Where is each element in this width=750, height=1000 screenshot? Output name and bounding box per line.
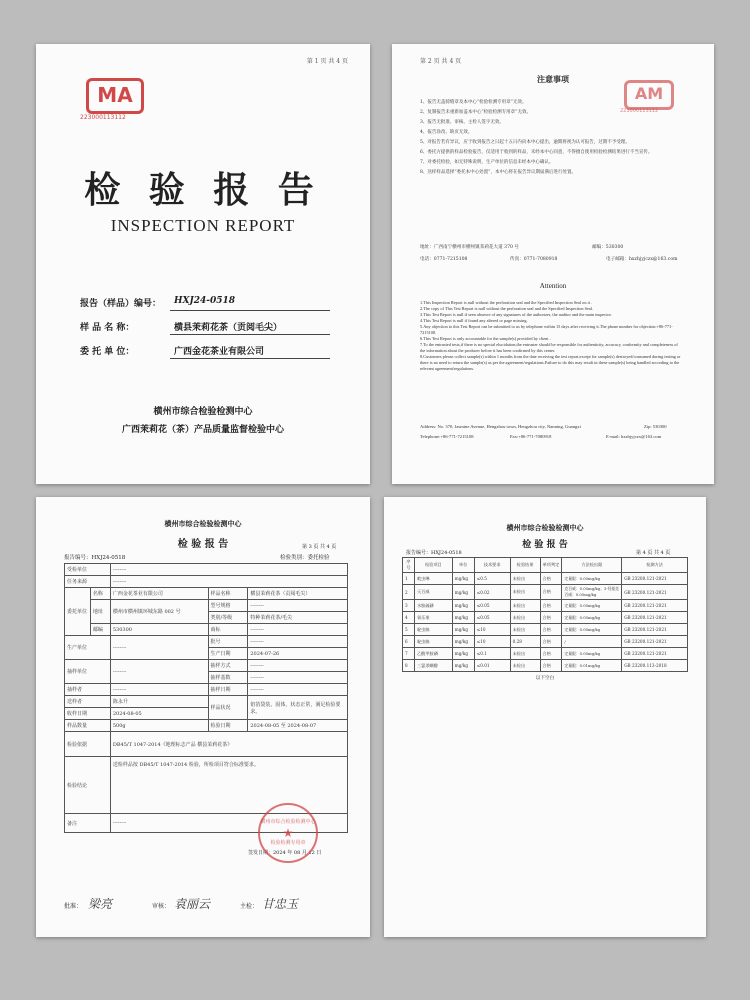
tel-en: Telephone:+86-771-7215108 <box>420 434 474 439</box>
notice-list <box>420 98 682 178</box>
page-title: 检 验 报 告 <box>177 539 229 550</box>
table-cell: 未检出 <box>510 600 540 612</box>
table-cell: 未检出 <box>510 585 540 600</box>
table-cell: 未检出 <box>510 612 540 624</box>
header-org: 横州市综合检验检测中心 <box>164 519 242 528</box>
table-cell: 定量限：0.05mg/kg <box>562 624 622 636</box>
report-no-value: HXJ24-0518 <box>174 296 236 306</box>
table-row: 受检单位 -------- <box>65 564 348 576</box>
seal-number: 223000113112 <box>80 114 126 121</box>
table-cell: 3 <box>403 600 415 612</box>
notice-title: 注意事项 <box>537 74 569 84</box>
sign-date: 签发日期：2024 年 08 月 12 日 <box>248 850 322 856</box>
table-cell: GB 23200.121-2021 <box>622 585 688 600</box>
table-cell: ≤0.5 <box>474 573 510 585</box>
sample-name-label: 样 品 名 称： <box>80 323 135 333</box>
table-cell: 定量限：0.05mg/kg <box>562 573 622 585</box>
fax-en: Fax:+86-771-7080918 <box>510 434 552 439</box>
table-row: 样品数量 500g 检验日期 2024-08-05 至 2024-08-07 <box>65 720 348 732</box>
table-cell: 1 <box>403 573 415 585</box>
table-cell: 0.28 <box>510 636 540 648</box>
zip-en: Zip: 530300 <box>644 424 667 429</box>
column-header: 检测方法 <box>622 558 688 573</box>
entrust-unit-value: 广西金花茶业有限公司 <box>174 347 265 357</box>
table-row: 邮编 530300 商标 -------- <box>65 624 348 636</box>
table-cell: GB 23200.121-2021 <box>622 636 688 648</box>
notice-item: 3、报告无批准、审核、主检人签字无效。 <box>420 120 504 125</box>
column-header: 单项判定 <box>540 558 562 573</box>
report-no-label: 报告（样品）编号： <box>80 299 162 309</box>
attention-item: 1.This Inspection Report is null without the perforation seal and the Specified Inspection Seal on it . <box>420 300 593 305</box>
fax-cn: 传真：0771-7080918 <box>510 257 558 262</box>
table-cell: 合格 <box>540 648 562 660</box>
email-cn: 电子邮箱：hxzhjyjczx@163.com <box>606 257 678 262</box>
sample-name-value: 横县茉莉花茶（贡阅毛尖） <box>174 323 283 333</box>
table-cell: mg/kg <box>452 624 474 636</box>
issuer-org-2: 广西茉莉花（茶）产品质量监督检验中心 <box>121 425 284 435</box>
attention-item: 5.Any objection to this Test Report can be submitted to us by telephone within 15 days after receiving it.The phone number for objection:+86-771-7215108. <box>420 324 673 335</box>
table-row: 抽样基数 -------- <box>65 672 348 684</box>
table-row: 委托单位 名称 广西金花茶业有限公司 样品名称 横县茉莉花茶（贡阅毛尖） <box>65 588 348 600</box>
table-cell: GB 23200.121-2021 <box>622 573 688 585</box>
table-cell: 合格 <box>540 624 562 636</box>
header-org: 横州市综合检验检测中心 <box>506 523 584 532</box>
table-cell: ≤10 <box>474 636 510 648</box>
report-cover-page <box>36 44 370 484</box>
table-cell: 乙酰甲胺磷 <box>414 648 452 660</box>
table-cell: 8 <box>403 660 415 672</box>
table-cell: mg/kg <box>452 648 474 660</box>
column-header: 检验结果 <box>510 558 540 573</box>
attention-item: 6.This Test Report is only accountable for the sample(s) provided by client . <box>420 336 551 341</box>
attention-item: 3.This Test Report is null if seen absence of any signatures of the authorizer, the auditor and the main inspector. <box>420 312 612 317</box>
table-cell: ≤0.1 <box>474 648 510 660</box>
page-title: 检 验 报 告 <box>522 540 568 550</box>
entrust-unit-label: 委 托 单 位： <box>80 347 135 357</box>
results-page <box>384 497 706 937</box>
column-header: 技术要求 <box>474 558 510 573</box>
table-row: 备注 -------- <box>65 814 348 833</box>
table-cell: ≤0.05 <box>474 612 510 624</box>
notice-item: 5、对报告若有异议，应于收到报告之日起十五日内向本中心提出，逾期将视为认可报告，过期不予受理。 <box>420 140 630 145</box>
table-cell: 未检出 <box>510 648 540 660</box>
seal-number: 223000113112 <box>620 108 659 114</box>
table-cell: 定量限：0.01mg/kg <box>562 660 622 672</box>
table-cell: 水胺硫磷 <box>414 600 452 612</box>
column-header: 单位 <box>452 558 474 573</box>
table-row: 类别/等级 特种茉莉花茶/毛尖 <box>65 612 348 624</box>
tel-cn: 电话：0771-7215108 <box>420 257 468 262</box>
results-body <box>403 573 688 672</box>
notice-item: 8、送样样品选择“委托本中心处置”，本中心将在报告异议期届满后进行处置。 <box>420 170 576 175</box>
table-cell: 定量限：0.05mg/kg <box>562 612 622 624</box>
main-inspector-label: 主检： <box>240 903 259 910</box>
table-cell: GB 23200.121-2021 <box>622 612 688 624</box>
table-cell: 5 <box>403 624 415 636</box>
table-cell: 定量限：0.05mg/kg <box>562 600 622 612</box>
table-cell: ≤0.05 <box>474 600 510 612</box>
issuer-org-1: 横州市综合检验检测中心 <box>153 407 253 417</box>
report-detail-page <box>36 497 370 937</box>
table-cell: 吡虫啉 <box>414 573 452 585</box>
zip-cn: 邮编：530300 <box>592 245 624 250</box>
page-number: 第 3 页 共 4 页 <box>302 544 337 550</box>
table-cell: 合格 <box>540 600 562 612</box>
table-cell: GB 23200.121-2021 <box>622 600 688 612</box>
notice-item: 6、委托方提供的样品检验报告，仅适用于收到的样品，未经本中心同意，不得擅自使用检验检测结果进行不当宣传。 <box>420 150 653 155</box>
page-number: 第 4 页 共 4 页 <box>636 550 671 556</box>
column-header: 检验项目 <box>414 558 452 573</box>
table-cell: ≤0.01 <box>474 660 510 672</box>
table-row <box>403 573 688 585</box>
cma-seal: AM <box>624 80 674 110</box>
table-cell: 4 <box>403 612 415 624</box>
official-stamp: 横州市综合检验检测中心 ★ 检验检测专用章 <box>258 803 318 863</box>
table-row: 生产日期 2024-07-26 <box>65 648 348 660</box>
page-number: 第 2 页 共 4 页 <box>420 58 462 65</box>
review-label: 审核： <box>152 903 171 910</box>
table-cell: mg/kg <box>452 660 474 672</box>
approver-signature: 梁亮 <box>88 897 113 911</box>
attention-list <box>420 300 682 372</box>
table-row: 任务来源 -------- <box>65 576 348 588</box>
table-row <box>403 624 688 636</box>
address-en: Address: No. 370, Jasmine Avenue, Hengzhou town, Hengzhou city, Nanning, Guangxi <box>420 424 581 429</box>
notice-item: 4、报告涂改、缺页无效。 <box>420 130 473 135</box>
table-cell: mg/kg <box>452 573 474 585</box>
notice-item: 2、复制报告未重新加盖本中心“检验检测专用章”无效。 <box>420 110 531 115</box>
table-cell: 灭百威 <box>414 585 452 600</box>
table-row <box>403 660 688 672</box>
attention-item: 8.Customers please collect sample(s) within 1 months from the date receiving the test report,except for sample(s) destroyed/consumed during testing or there is no need to return the sample(s) as per the agreement/regulations.Failure to do this may result in these sample(s) being handled according to the relevant agreement/regulations. <box>420 354 681 371</box>
underline <box>170 310 330 311</box>
table-row: 收样日期 2024-08-05 <box>65 708 348 720</box>
approve-label: 批准： <box>64 903 83 910</box>
table-header-row <box>403 558 688 573</box>
table-row <box>403 600 688 612</box>
results-table <box>402 557 688 672</box>
table-cell: 克百威：0.05mg/kg；3-羟基克百威：0.05mg/kg <box>562 585 622 600</box>
cma-seal: MA <box>86 78 144 114</box>
table-cell: GB 23200.121-2021 <box>622 648 688 660</box>
table-cell: 合格 <box>540 660 562 672</box>
table-cell: 未检出 <box>510 660 540 672</box>
table-row: 检验依据 DB45/T 1047-2014《地理标志产品 横县茉莉花茶》 <box>65 732 348 757</box>
attention-item: 7.To the entrusted tests,if there is no special elucidation,the entruster should be responsible for authenticity, accuracy, conformity and completeness of the information about the producer before it has been confirmed by this center. <box>420 342 678 353</box>
report-number: 报告编号：HXJ24-0518 <box>64 555 126 561</box>
column-header: 方法检出限 <box>562 558 622 573</box>
attention-title: Attention <box>539 282 567 290</box>
table-cell: 2 <box>403 585 415 600</box>
table-cell: 合格 <box>540 636 562 648</box>
table-row <box>403 648 688 660</box>
report-title-cn: 检 验 报 告 <box>84 170 322 211</box>
table-cell: 合格 <box>540 612 562 624</box>
table-cell: 合格 <box>540 585 562 600</box>
table-row <box>403 585 688 600</box>
table-row: 抽样单位 -------- 抽样方式 -------- <box>65 660 348 672</box>
main-inspector-signature: 甘忠玉 <box>262 897 299 911</box>
table-cell: 未检出 <box>510 624 540 636</box>
table-cell: 未检出 <box>510 573 540 585</box>
report-number: 报告编号：HXJ24-0518 <box>406 550 462 556</box>
table-cell: mg/kg <box>452 636 474 648</box>
notice-page <box>392 44 714 484</box>
attention-item: 4.This Test Report is null if found any altered or page missing. <box>420 318 528 323</box>
table-cell: GB 23200.121-2021 <box>622 624 688 636</box>
table-cell: 啶虫脒 <box>414 636 452 648</box>
table-cell: mg/kg <box>452 612 474 624</box>
table-cell: 合格 <box>540 573 562 585</box>
table-row: 地址 横州市横州镇环城东路 002 号 型号规格 -------- <box>65 600 348 612</box>
table-cell: 定量限：0.05mg/kg <box>562 648 622 660</box>
reviewer-signature: 袁丽云 <box>174 897 211 911</box>
table-cell: 氧乐果 <box>414 612 452 624</box>
table-row <box>403 636 688 648</box>
table-cell: GB 23200.113-2018 <box>622 660 688 672</box>
report-title-en: INSPECTION REPORT <box>110 216 296 235</box>
table-row: 生产单位 -------- 批号 -------- <box>65 636 348 648</box>
email-en: E-mail: hxzhjyjczx@163.com <box>606 434 662 439</box>
page-number: 第 1 页 共 4 页 <box>306 58 348 65</box>
table-cell: ≤10 <box>474 624 510 636</box>
underline <box>170 334 330 335</box>
notice-item: 1、报告无盖骑缝章及本中心“检验检测专用章”无效。 <box>420 100 527 105</box>
table-cell: 7 <box>403 648 415 660</box>
table-cell: 6 <box>403 636 415 648</box>
table-cell: mg/kg <box>452 585 474 600</box>
notice-item: 7、对委托检验，如无特殊说明，生产单位的信息未经本中心确认。 <box>420 160 554 165</box>
blank-below-note: 以下空白 <box>535 676 555 681</box>
table-row: 检验结论 送检样品按 DB45/T 1047-2014 检验，所检项目符合标准要求。 <box>65 757 348 814</box>
table-cell: 啶虫脒 <box>414 624 452 636</box>
detail-table <box>64 563 348 833</box>
table-row: 送样者 陈永升 样品状况 铝箔袋装，固体，状态正常，满足检验要求。 <box>65 696 348 708</box>
star-icon: ★ <box>282 826 294 840</box>
address-cn: 地址：广西南宁横州市横州镇茉莉花大道 370 号 <box>420 245 519 250</box>
table-row: 抽样者 -------- 抽样日期 -------- <box>65 684 348 696</box>
table-cell: ≤0.02 <box>474 585 510 600</box>
table-cell: 三氯杀螨醇 <box>414 660 452 672</box>
column-header: 序号 <box>403 558 415 573</box>
table-cell: / <box>562 636 622 648</box>
table-cell: mg/kg <box>452 600 474 612</box>
table-row <box>403 612 688 624</box>
attention-item: 2.The copy of This Test Report is null without the perforation seal and the Specified Inspection Seal. <box>420 306 594 311</box>
inspection-type: 检验类别：委托检验 <box>280 555 330 561</box>
underline <box>170 358 330 359</box>
